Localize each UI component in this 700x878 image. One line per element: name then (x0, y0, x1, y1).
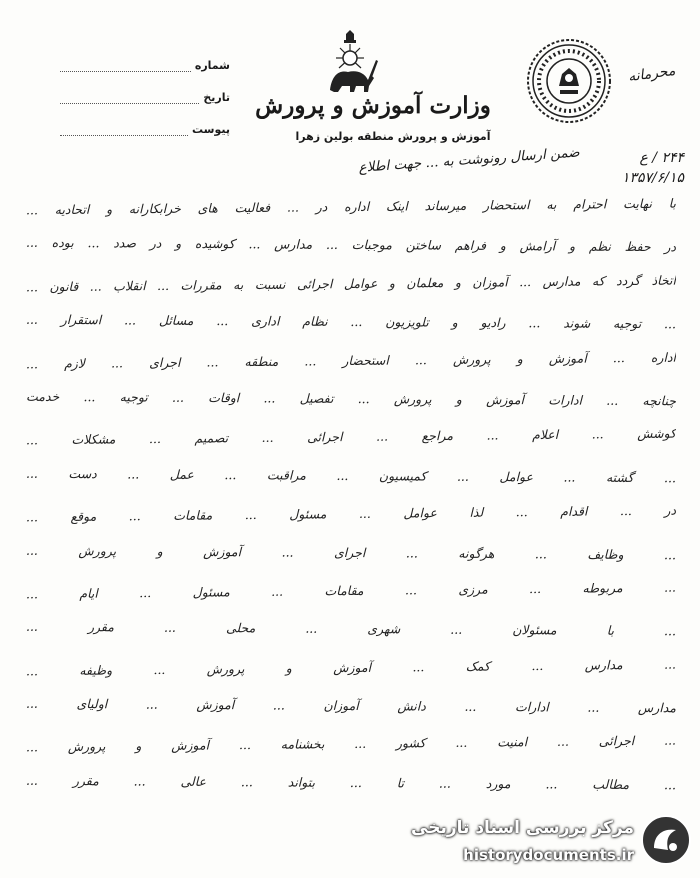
meta-line (60, 57, 191, 72)
letter-line: چنانچه ... ادارات آموزش و پرورش ... تفصیل ... اوقات ... توجیه ... خدمت (25, 388, 677, 409)
letter-line: با نهایت احترام به استحضار میرساند اینک اداره در ... فعالیت های خرابکارانه و اتحادیه ... (25, 195, 677, 218)
letter-line: ... مربوطه ... مرزی ... مقامات ... مسئول ... ایام ... (25, 579, 677, 602)
watermark-text-fa: مرکز بررسی اسناد تاریخی (411, 818, 634, 838)
watermark-text-en: historydocuments.ir (463, 846, 634, 864)
letter-line: ... با مسئولان ... شهری ... محلی ... مقرر ... (25, 619, 677, 639)
meta-label-number: شماره (194, 59, 230, 72)
meta-row-attachment (60, 104, 230, 136)
reference-date: ۱۳۵۷/۶/۱۵ (621, 170, 684, 186)
meta-row-number (60, 40, 230, 72)
confidential-note: محرمانه (627, 62, 677, 86)
letter-line: مدارس ... ادارات ... دانش آموزان ... آموزش ... اولیای ... (25, 695, 677, 716)
meta-label-date: تاریخ (203, 91, 230, 104)
ministry-title: وزارت آموزش و پرورش (255, 92, 491, 119)
letter-line: در ... اقدام ... لذا عوامل ... مسئول ... مقامات ... موقع ... (25, 502, 677, 525)
letter-line: ... وظایف ... هرگونه ... اجرای ... آموزش و پرورش ... (25, 542, 677, 562)
lion-and-sun-emblem-icon (320, 30, 380, 96)
letter-line: ... توجیه شوند ... رادیو و تلویزیون ... نظام اداری ... مسائل ... استقرار ... (25, 311, 677, 332)
letter-body (26, 188, 676, 802)
ministry-seal-icon (526, 38, 612, 124)
meta-row-date (60, 72, 230, 104)
meta-label-attachment: پیوست (192, 123, 230, 136)
letter-line: ... مطالب ... مورد ... تا ... بتواند ... عالی ... مقرر ... (25, 772, 677, 793)
ministry-subtitle: آموزش و پرورش منطقه بولین زهرا (295, 130, 491, 143)
letter-line: ... مدارس ... کمک ... آموزش و پرورش ... وظیفه ... (25, 656, 677, 679)
letter-salutation: ضمن ارسال رونوشت به ... جهت اطلاع (358, 144, 581, 176)
meta-line (60, 89, 199, 104)
watermark (411, 812, 692, 872)
letter-line: کوشش ... اعلام ... مراجع ... اجرائی ... تصمیم ... مشکلات ... (25, 425, 677, 448)
letter-line: اداره ... آموزش و پرورش ... استحضار ... منطقه ... اجرای ... لازم ... (25, 349, 677, 371)
letter-line: ... گشته ... عوامل ... کمیسیون ... مراقبت ... عمل ... دست ... (25, 465, 677, 486)
letter-line: اتخاذ گردد که مدارس ... آموزان و معلمان و عوامل اجرائی نسبت به مقررات ... انقلاب ... قانون ... (25, 272, 677, 295)
meta-line (60, 121, 188, 136)
letter-line: در حفظ نظم و آرامش و فراهم ساختن موجبات ... مدارس ... کوشیده و در صدد ... بوده ... (25, 235, 677, 255)
letter-line: ... اجرائی ... امنیت ... کشور ... بخشنامه ... آموزش و پرورش ... (25, 733, 677, 755)
watermark-logo-icon (640, 814, 692, 866)
meta-fields (60, 40, 230, 136)
reference-number: ۲۴۴ / ع (639, 150, 684, 166)
